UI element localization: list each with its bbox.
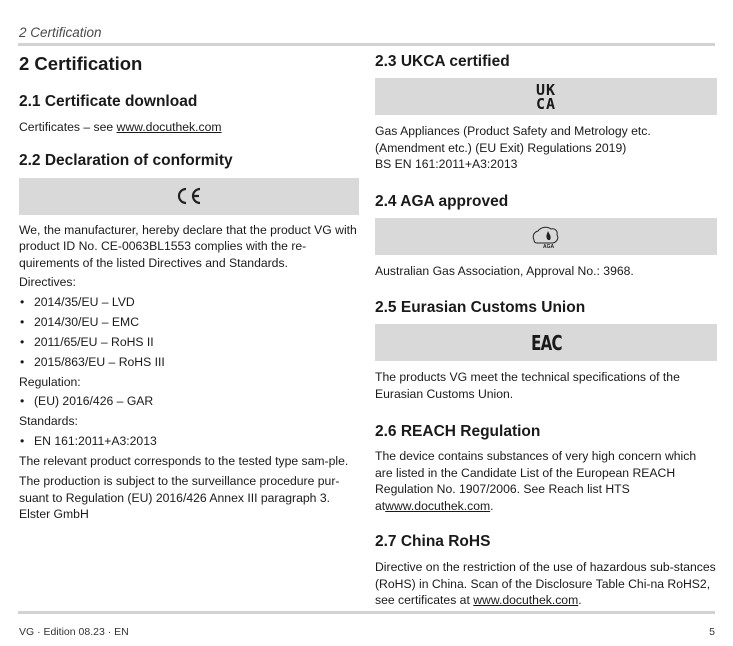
left-column [19,52,359,523]
standards-label: Standards: [19,414,78,428]
standards-list [19,433,359,450]
ukca-mark-icon: UK CA [535,80,557,113]
ukca-text: Gas Appliances (Product Safety and Metrology etc. (Amendment etc.) (EU Exit) Regulations 2019) [375,124,651,155]
footer-edition: VG · Edition 08.23 · EN [19,626,129,638]
list-item: • (EU) 2016/426 – GAR [20,394,154,408]
list-item: • 2014/30/EU – EMC [20,314,140,329]
ce-logo-box [19,178,359,215]
aga-flame-icon [529,223,563,249]
aga-logo-box [375,218,717,255]
svg-text:AGA: AGA [543,244,555,249]
reach-text: The device contains substances of very high concern which are listed in the Candidate List of the European REACH Regulation No. 1907/2006. See Reach list HTS atwww.docuthek.com. [375,449,697,513]
regulation-label: Regulation: [19,374,81,389]
docuthek-link[interactable]: www.docuthek.com [116,120,222,134]
right-column [375,52,717,609]
list-item: • 2011/65/EU – RoHS II [20,334,154,349]
ukca-logo-box [375,78,717,115]
china-rohs-text: Directive on the restriction of the use of hazardous sub-stances (RoHS) in China. Scan of the Disclosure Table Chi-na RoHS2, see certificates at www.docuthek.com. [375,560,716,607]
header-rule [18,43,715,46]
list-item: • EN 161:2011+A3:2013 [20,433,157,448]
certificate-download-text: Certificates – see www.docuthek.com [19,120,222,134]
list-item: • 2014/35/EU – LVD [20,294,135,309]
page-title: 2 Certification [19,53,143,74]
heading-certificate-download: 2.1 Certificate download [19,93,198,110]
footer-rule [18,611,715,614]
heading-china-rohs: 2.7 China RoHS [375,533,491,550]
regulation-list [19,393,359,410]
eac-logo-box [375,324,717,361]
rohs-docuthek-link[interactable]: www.docuthek.com [473,593,579,607]
type-sample-text: The relevant product corresponds to the tested type sam-ple. [19,453,349,468]
heading-declaration: 2.2 Declaration of conformity [19,151,233,169]
directives-list [19,294,359,371]
heading-eurasian: 2.5 Eurasian Customs Union [375,299,586,316]
surveillance-text: The production is subject to the surveillance procedure pur-suant to Regulation (EU) 2016/426 Annex III paragraph 3. [19,474,340,505]
declaration-intro: We, the manufacturer, hereby declare that the product VG with product ID No. CE-0063BL1553 complies with the re-quirements of the listed Directives and Standards. [19,222,357,270]
heading-reach: 2.6 REACH Regulation [375,423,541,440]
eurasian-text: The products VG meet the technical specifications of the Eurasian Customs Union. [375,370,680,401]
page-number: 5 [709,626,715,638]
reach-docuthek-link[interactable]: www.docuthek.com [385,498,491,513]
eac-mark-icon: ЕАС [530,330,562,355]
list-item: • 2015/863/EU – RoHS III [20,354,165,369]
ukca-standard: BS EN 161:2011+A3:2013 [375,157,518,171]
ce-mark-icon [174,186,204,206]
aga-text: Australian Gas Association, Approval No.: 3968. [375,263,634,278]
directives-label: Directives: [19,275,76,289]
heading-aga: 2.4 AGA approved [375,192,509,210]
company-name: Elster GmbH [19,507,89,521]
running-header: 2 Certification [19,25,102,40]
heading-ukca: 2.3 UKCA certified [375,53,510,70]
